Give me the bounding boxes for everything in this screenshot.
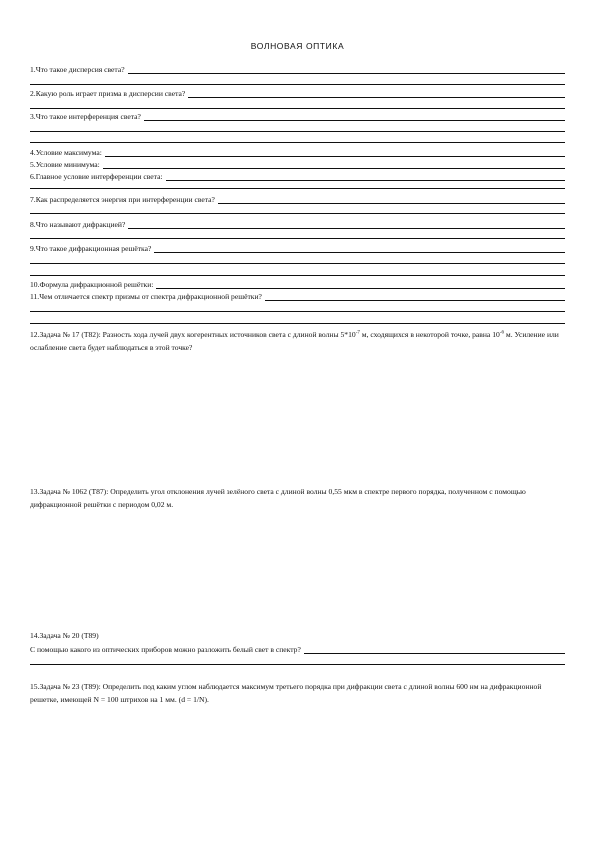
task-15 (30, 680, 565, 706)
answer-line[interactable] (105, 149, 565, 157)
answer-line[interactable] (30, 238, 565, 239)
task-12-text: м, сходящихся в некоторой точке, равна 10 (359, 330, 500, 339)
question-11 (30, 292, 565, 301)
task-15-text: 15.Задача № 23 (Т89): Определить под каким углом наблюдается максимум третьего порядка при дифракции света с длиной волны 600 нм на дифракционной решетке, имеющей N = 100 штрихов на 1 мм. (d = 1/N). (30, 682, 542, 704)
answer-line[interactable] (30, 84, 565, 85)
answer-line[interactable] (144, 113, 565, 121)
answer-line[interactable] (128, 66, 565, 74)
page-title: ВОЛНОВАЯ ОПТИКА (250, 41, 345, 51)
answer-line[interactable] (166, 173, 565, 181)
question-4-text: 4.Условие максимума: (30, 148, 102, 157)
question-9 (30, 244, 565, 253)
answer-line[interactable] (30, 263, 565, 264)
question-3 (30, 112, 565, 121)
task-12 (30, 328, 565, 354)
question-5-text: 5.Условие минимума: (30, 160, 100, 169)
exponent: -6 (499, 330, 504, 336)
task-14-heading (30, 629, 565, 642)
question-10-text: 10.Формула дифракционной решётки: (30, 280, 154, 289)
question-4 (30, 148, 565, 157)
answer-line[interactable] (128, 221, 565, 229)
task-13 (30, 485, 565, 511)
question-5 (30, 160, 565, 169)
question-11-text: 11.Чем отличается спектр призмы от спектра дифракционной решётки? (30, 292, 262, 301)
answer-line[interactable] (188, 90, 565, 98)
answer-line[interactable] (218, 196, 565, 204)
task-14-title: 14.Задача № 20 (Т89) (30, 631, 99, 640)
question-7-text: 7.Как распределяется энергия при интерференции света? (30, 195, 215, 204)
task-13-text: 13.Задача № 1062 (Т87): Определить угол отклонения лучей зелёного света с длиной волны 0,55 мкм в спектре первого порядка, полученном с помощью дифракционной решётки с периодом 0,02 м. (30, 487, 526, 509)
task-14-text: С помощью какого из оптических приборов можно разложить белый свет в спектр? (30, 645, 301, 654)
answer-line[interactable] (30, 108, 565, 109)
answer-line[interactable] (304, 646, 565, 654)
question-1-text: 1.Что такое дисперсия света? (30, 65, 125, 74)
answer-line[interactable] (154, 245, 565, 253)
question-7 (30, 195, 565, 204)
question-9-text: 9.Что такое дифракционная решётка? (30, 244, 152, 253)
answer-line[interactable] (265, 293, 565, 301)
task-12-text: м. Усиление или ослабление света будет наблюдаться в этой точке? (30, 330, 559, 352)
question-1 (30, 65, 565, 74)
question-8-text: 8.Что называют дифракцией? (30, 220, 126, 229)
question-2-text: 2.Какую роль играет призма в дисперсии света? (30, 89, 186, 98)
question-10 (30, 280, 565, 289)
answer-line[interactable] (30, 213, 565, 214)
answer-line[interactable] (103, 161, 565, 169)
question-6 (30, 172, 565, 181)
answer-line[interactable] (156, 281, 565, 289)
answer-line[interactable] (30, 323, 565, 324)
answer-line[interactable] (30, 131, 565, 132)
answer-line[interactable] (30, 188, 565, 189)
question-8 (30, 220, 565, 229)
answer-line[interactable] (30, 311, 565, 312)
question-2 (30, 89, 565, 98)
task-14-question (30, 645, 565, 654)
task-12-text: 12.Задача № 17 (Т82): Разность хода лучей двух когерентных источников света с длиной волны 5*10 (30, 330, 356, 339)
question-3-text: 3.Что такое интерференция света? (30, 112, 141, 121)
answer-line[interactable] (30, 275, 565, 276)
question-6-text: 6.Главное условие интерференции света: (30, 172, 163, 181)
answer-line[interactable] (30, 664, 565, 665)
answer-line[interactable] (30, 142, 565, 143)
exponent: -7 (355, 330, 360, 336)
